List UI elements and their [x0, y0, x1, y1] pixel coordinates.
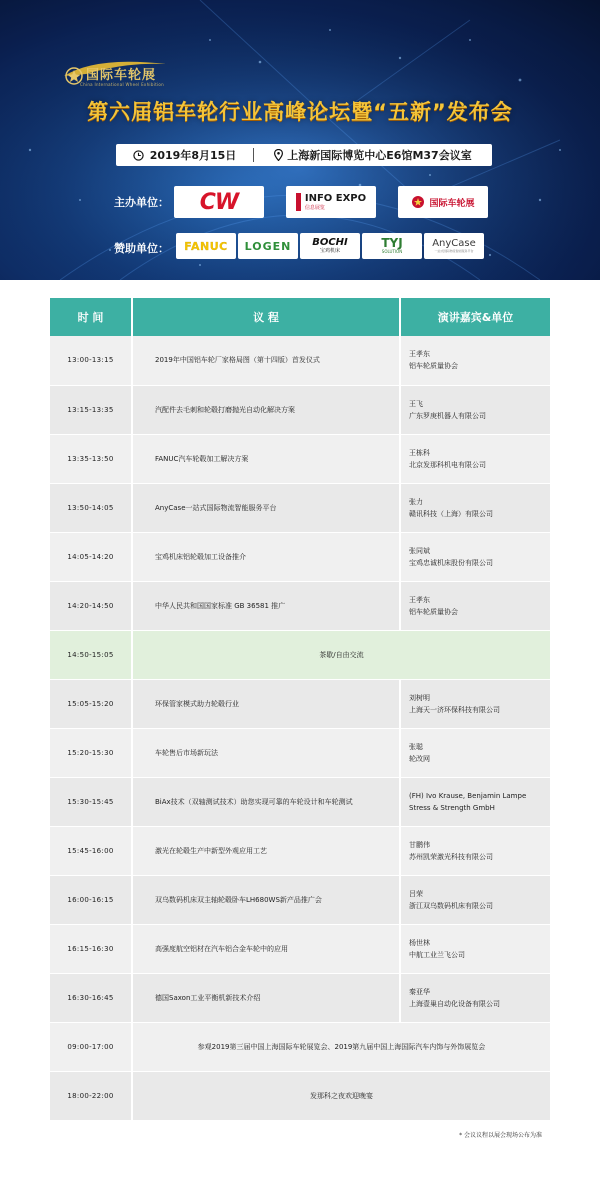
wheel-star-icon	[411, 195, 425, 209]
speaker-organization: 铝车轮质量协会	[409, 362, 458, 371]
agenda-topic: 激光在轮毂生产中新型外观应用工艺	[132, 826, 400, 875]
agenda-row	[50, 581, 550, 630]
agenda-row	[50, 679, 550, 728]
organizers-label: 主办单位：	[114, 196, 169, 209]
speaker-organization: 北京发那科机电有限公司	[409, 460, 486, 469]
agenda-topic: AnyCase一站式国际物流智能服务平台	[132, 483, 400, 532]
agenda-speaker	[400, 483, 550, 532]
info-expo-logo: INFO EXPO 信息展览	[286, 186, 376, 218]
speaker-name: 王飞	[409, 399, 423, 408]
speaker-organization: 苏州凯荣激光科技有限公司	[409, 852, 493, 861]
clock-icon	[133, 150, 144, 161]
agenda-topic: 车轮售后市场新玩法	[132, 728, 400, 777]
agenda-time: 14:20-14:50	[50, 581, 132, 630]
agenda-row	[50, 973, 550, 1022]
agenda-topic: 中华人民共和国国家标准 GB 36581 推广	[132, 581, 400, 630]
location-pin-icon	[274, 149, 283, 161]
speaker-name: 张同斌	[409, 546, 430, 555]
agenda-time: 13:15-13:35	[50, 385, 132, 434]
speaker-organization: 铝车轮质量协会	[409, 607, 458, 616]
agenda-topic: 宝鸡机床铝轮毂加工设备推介	[132, 532, 400, 581]
agenda-time: 15:30-15:45	[50, 777, 132, 826]
speaker-column-header: 演讲嘉宾&单位	[400, 298, 550, 336]
agenda-header-row	[50, 298, 550, 336]
speaker-name: 张力	[409, 497, 423, 506]
agenda-topic: 发那科之夜欢迎晚宴	[132, 1071, 550, 1120]
agenda-time: 18:00-22:00	[50, 1071, 132, 1120]
event-date	[116, 148, 254, 162]
speaker-name: 刘树明	[409, 693, 430, 702]
header-banner	[0, 0, 600, 280]
agenda-row	[50, 1071, 550, 1120]
info-expo-mark-icon	[296, 193, 301, 211]
speaker-organization: 轮改网	[409, 754, 430, 763]
speaker-name: 王孝东	[409, 350, 430, 359]
sponsors-label: 赞助单位：	[114, 242, 169, 255]
agenda-time: 13:35-13:50	[50, 434, 132, 483]
agenda-speaker	[400, 434, 550, 483]
agenda-row	[50, 826, 550, 875]
agenda-topic: 参观2019第三届中国上海国际车轮展览会、2019第九届中国上海国际汽车内饰与外饰展览会	[132, 1022, 550, 1071]
event-location-text: 上海新国际博览中心E6馆M37会议室	[287, 149, 472, 162]
agenda-time: 13:00-13:15	[50, 336, 132, 385]
agenda-row	[50, 336, 550, 385]
agenda-speaker	[400, 679, 550, 728]
event-date-text: 2019年8月15日	[149, 149, 237, 162]
agenda-topic: 德国Saxon工业平衡机新技术介绍	[132, 973, 400, 1022]
tyj-logo: TYJ SOLUTION	[362, 233, 422, 259]
speaker-name: (FH) Ivo Krause, Benjamin Lampe	[409, 791, 527, 800]
agenda-row	[50, 385, 550, 434]
time-column-header: 时 间	[50, 298, 132, 336]
agenda-row	[50, 483, 550, 532]
event-title: 第六届铝车轮行业高峰论坛暨“五新”发布会	[87, 100, 513, 124]
agenda-speaker	[400, 924, 550, 973]
speaker-organization: 上海天一济环保科技有限公司	[409, 705, 500, 714]
speaker-organization: 上海壹巢自动化设备有限公司	[409, 999, 500, 1008]
logo-subtitle: China International Wheel Exhibition	[80, 82, 164, 87]
agenda-topic: 双乌数码机床双主轴轮毂卧车LH680WS新产品推广会	[132, 875, 400, 924]
agenda-row	[50, 1022, 550, 1071]
agenda-time: 16:00-16:15	[50, 875, 132, 924]
event-location	[254, 147, 492, 163]
speaker-organization: Stress & Strength GmbH	[409, 803, 495, 812]
agenda-time: 15:45-16:00	[50, 826, 132, 875]
agenda-speaker	[400, 728, 550, 777]
agenda-speaker	[400, 826, 550, 875]
agenda-speaker	[400, 336, 550, 385]
speaker-organization: 广东罗庚机器人有限公司	[409, 411, 486, 420]
agenda-topic: FANUC汽车轮毂加工解决方案	[132, 434, 400, 483]
agenda-row	[50, 728, 550, 777]
agenda-time: 16:30-16:45	[50, 973, 132, 1022]
agenda-topic: 环保管家模式助力轮毂行业	[132, 679, 400, 728]
logen-logo: LOGEN	[238, 233, 298, 259]
agenda-time: 15:20-15:30	[50, 728, 132, 777]
agenda-topic: 2019年中国铝车轮厂家格局图（第十四版）首发仪式	[132, 336, 400, 385]
speaker-name: 秦亚华	[409, 987, 430, 996]
agenda-speaker	[400, 581, 550, 630]
agenda-speaker	[400, 532, 550, 581]
event-info-bar	[116, 144, 492, 166]
agenda-time: 16:15-16:30	[50, 924, 132, 973]
topic-column-header: 议 程	[132, 298, 400, 336]
speaker-name: 王栋科	[409, 448, 430, 457]
speaker-name: 张聪	[409, 742, 423, 751]
agenda-row	[50, 434, 550, 483]
speaker-name: 王孝东	[409, 595, 430, 604]
fanuc-logo: FANUC	[176, 233, 236, 259]
agenda-body	[50, 336, 550, 1120]
agenda-topic: 高强度航空铝材在汽车铝合金车轮中的应用	[132, 924, 400, 973]
speaker-name: 吕荣	[409, 889, 423, 898]
agenda-row	[50, 875, 550, 924]
speaker-organization: 中航工业兰飞公司	[409, 950, 465, 959]
agenda-topic: 茶歇/自由交流	[132, 630, 550, 679]
agenda-row	[50, 777, 550, 826]
cw-logo: CW	[174, 186, 264, 218]
bochi-logo: BOCHI 宝鸡机床	[300, 233, 360, 259]
agenda-time: 14:05-14:20	[50, 532, 132, 581]
agenda-row	[50, 630, 550, 679]
agenda-time: 15:05-15:20	[50, 679, 132, 728]
agenda-row	[50, 532, 550, 581]
agenda-topic: BiAx技术（双轴测试技术）助您实现可靠的车轮设计和车轮测试	[132, 777, 400, 826]
agenda-speaker	[400, 385, 550, 434]
speaker-name: 甘鹏伟	[409, 840, 430, 849]
agenda-speaker	[400, 777, 550, 826]
speaker-organization: 浙江双乌数码机床有限公司	[409, 901, 493, 910]
agenda-row	[50, 924, 550, 973]
speaker-name: 杨世林	[409, 938, 430, 947]
speaker-organization: 赣讯科技（上海）有限公司	[409, 509, 493, 518]
anycase-logo: AnyCase 一站式国际物流智能服务平台	[424, 233, 484, 259]
agenda-time: 13:50-14:05	[50, 483, 132, 532]
agenda-time: 14:50-15:05	[50, 630, 132, 679]
footnote: * 会议议程以展会现场公布为准	[459, 1132, 542, 1139]
logo-text: 国际车轮展	[86, 68, 157, 83]
agenda-speaker	[400, 875, 550, 924]
agenda-table	[50, 298, 550, 1121]
agenda-topic: 汽配件去毛刺和轮毂打磨抛光自动化解决方案	[132, 385, 400, 434]
agenda-time: 09:00-17:00	[50, 1022, 132, 1071]
speaker-organization: 宝鸡忠诚机床股份有限公司	[409, 558, 493, 567]
agenda-speaker	[400, 973, 550, 1022]
wheel-expo-organizer-logo: 国际车轮展	[398, 186, 488, 218]
